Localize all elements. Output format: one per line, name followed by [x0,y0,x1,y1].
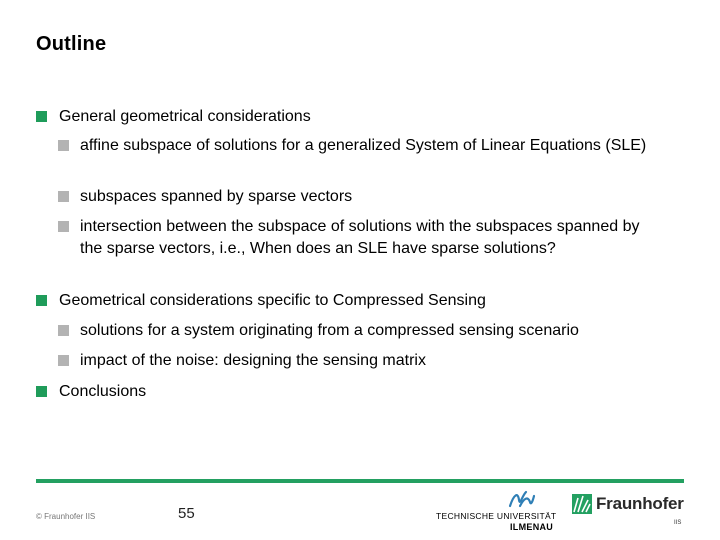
footer-rule [36,479,684,483]
fraunhofer-logo-mark-icon [572,494,592,514]
bullet-level2 [58,216,640,260]
tu-logo-line1: TECHNISCHE UNIVERSITÄT [436,511,557,521]
tu-logo-mark-icon [506,488,536,510]
bullet-marker-icon [36,111,47,122]
bullet-text: impact of the noise: designing the sensing matrix [80,352,426,369]
bullet-marker-icon [36,295,47,306]
fraunhofer-logo-sub: IIS [674,520,682,526]
bullet-level1 [36,106,679,128]
bullet-text: Geometrical considerations specific to Compressed Sensing [59,292,486,309]
bullet-text: solutions for a system originating from a compressed sensing scenario [80,322,579,339]
bullet-text: affine subspace of solutions for a generalized System of Linear Equations (SLE) [80,137,647,154]
bullet-level1 [36,290,679,312]
bullet-marker-icon [58,355,69,366]
bullet-marker-icon [58,191,69,202]
bullet-level2 [58,186,668,208]
bullet-level2 [58,350,668,372]
bullet-level1 [36,381,679,403]
bullet-marker-icon [36,386,47,397]
copyright-text: © Fraunhofer IIS [36,512,96,521]
fraunhofer-logo-name: Fraunhofer [596,494,684,513]
slide-title: Outline [36,33,107,55]
bullet-marker-icon [58,221,69,232]
bullet-text: subspaces spanned by sparse vectors [80,188,353,205]
bullet-level2 [58,135,668,157]
bullet-text: General geometrical considerations [59,108,311,125]
bullet-text: intersection between the subspace of solutions with the subspaces spanned by the sparse vectors, i.e., When does an SLE have sparse solutions? [80,218,640,257]
tu-logo-line2: ILMENAU [510,522,554,532]
page-number: 55 [178,505,195,522]
bullet-marker-icon [58,140,69,151]
bullet-marker-icon [58,325,69,336]
bullet-text: Conclusions [59,383,147,400]
bullet-level2 [58,320,680,342]
tu-ilmenau-logo [436,488,562,532]
fraunhofer-logo [572,492,688,534]
